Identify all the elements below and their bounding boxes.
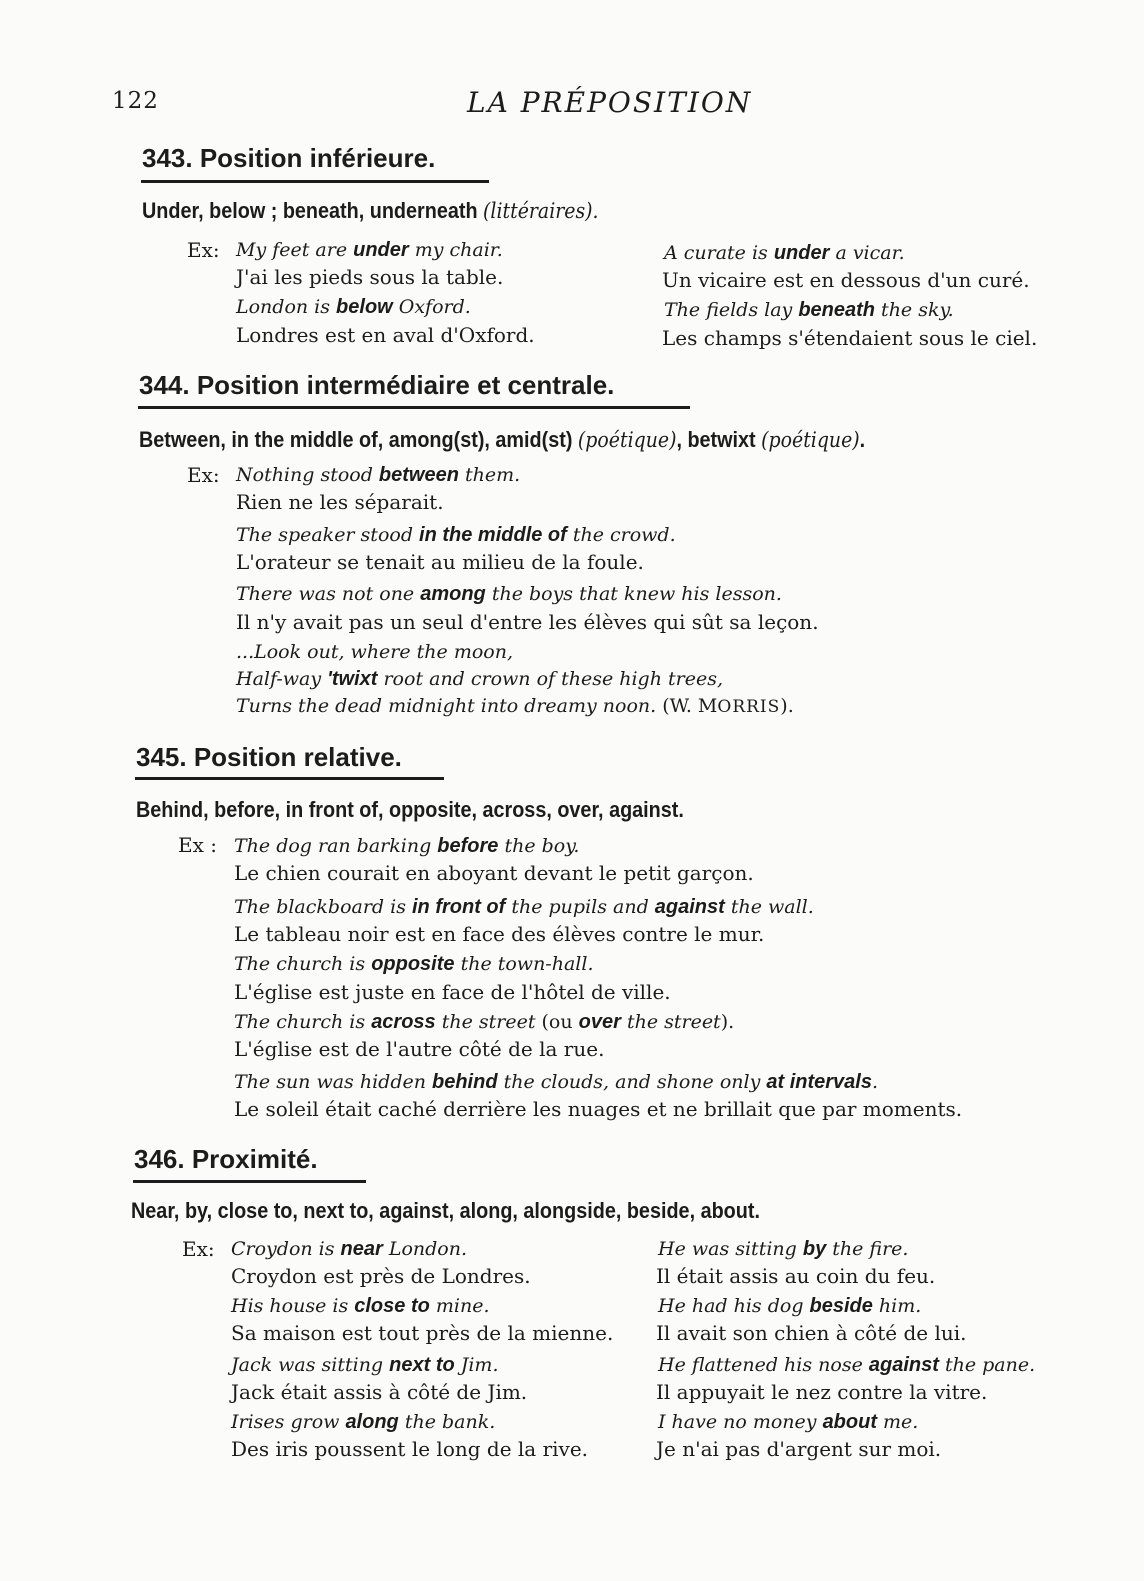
example-en: My feet are under my chair. [236, 239, 503, 261]
example-fr: Je n'ai pas d'argent sur moi. [656, 1437, 942, 1461]
section-343-rule [141, 180, 489, 183]
ex-label: Ex: [187, 238, 220, 262]
example-en: Nothing stood between them. [236, 464, 521, 486]
section-344-rule [138, 406, 690, 409]
example-fr: L'orateur se tenait au milieu de la foule. [236, 550, 644, 574]
example-en: Croydon is near London. [231, 1238, 468, 1260]
example-en: The sun was hidden behind the clouds, and shone only at intervals. [234, 1071, 879, 1093]
page-number: 122 [112, 88, 159, 114]
example-fr: Le chien courait en aboyant devant le petit garçon. [234, 861, 754, 885]
example-fr: Sa maison est tout près de la mienne. [231, 1321, 614, 1345]
example-fr: Il était assis au coin du feu. [656, 1264, 936, 1288]
poem-line: Half-way 'twixt root and crown of these high trees, [236, 668, 723, 690]
example-fr: Un vicaire est en dessous d'un curé. [662, 268, 1030, 292]
example-en: He was sitting by the fire. [658, 1238, 909, 1260]
section-346-rule [133, 1180, 366, 1183]
section-343-title: 343. Position inférieure. [142, 143, 436, 173]
example-en: There was not one among the boys that knew his lesson. [236, 583, 782, 605]
example-en: The church is opposite the town-hall. [234, 953, 594, 975]
example-fr: Londres est en aval d'Oxford. [236, 323, 535, 347]
example-en: The dog ran barking before the boy. [234, 835, 580, 857]
running-title: LA PRÉPOSITION [467, 86, 753, 119]
example-en: A curate is under a vicar. [664, 242, 905, 264]
section-345-rule [135, 777, 444, 780]
ex-label: Ex: [182, 1237, 215, 1261]
example-fr: Il appuyait le nez contre la vitre. [656, 1380, 988, 1404]
poem-line: ...Look out, where the moon, [236, 641, 513, 663]
example-en: The speaker stood in the middle of the crowd. [236, 524, 676, 546]
example-fr: Des iris poussent le long de la rive. [231, 1437, 589, 1461]
example-en: London is below Oxford. [236, 296, 471, 318]
example-fr: Il avait son chien à côté de lui. [656, 1321, 967, 1345]
example-en: He flattened his nose against the pane. [658, 1354, 1036, 1376]
section-344-title: 344. Position intermédiaire et centrale. [139, 370, 615, 400]
example-fr: J'ai les pieds sous la table. [236, 265, 504, 289]
example-fr: Jack était assis à côté de Jim. [231, 1380, 528, 1404]
poem-author: (W. MORRIS). [662, 695, 794, 717]
section-345-title: 345. Position relative. [136, 742, 402, 772]
example-en: He had his dog beside him. [658, 1295, 922, 1317]
section-346-title: 346. Proximité. [134, 1144, 318, 1174]
example-en: Jack was sitting next to Jim. [231, 1354, 499, 1376]
example-en: The blackboard is in front of the pupils and against the wall. [234, 896, 814, 918]
example-fr: Le tableau noir est en face des élèves contre le mur. [234, 922, 765, 946]
example-en: His house is close to mine. [231, 1295, 490, 1317]
example-en: The fields lay beneath the sky. [664, 299, 954, 321]
example-fr: Rien ne les séparait. [236, 490, 444, 514]
poem-line: Turns the dead midnight into dreamy noon. (W. MORRIS). [236, 695, 794, 717]
example-en: I have no money about me. [658, 1411, 919, 1433]
section-344-keywords: Between, in the middle of, among(st), amid(st) (poétique), betwixt (poétique). [139, 427, 866, 452]
example-fr: L'église est de l'autre côté de la rue. [234, 1037, 605, 1061]
section-346-keywords: Near, by, close to, next to, against, along, alongside, beside, about. [131, 1198, 760, 1223]
example-fr: Il n'y avait pas un seul d'entre les élèves qui sût sa leçon. [236, 610, 819, 634]
example-fr: L'église est juste en face de l'hôtel de ville. [234, 980, 671, 1004]
section-343-keywords: Under, below ; beneath, underneath (littéraires). [142, 198, 599, 223]
example-fr: Croydon est près de Londres. [231, 1264, 531, 1288]
example-en: Irises grow along the bank. [231, 1411, 496, 1433]
example-fr: Le soleil était caché derrière les nuages et ne brillait que par moments. [234, 1097, 963, 1121]
ex-label: Ex: [187, 463, 220, 487]
example-fr: Les champs s'étendaient sous le ciel. [662, 326, 1038, 350]
section-345-keywords: Behind, before, in front of, opposite, across, over, against. [136, 797, 684, 822]
example-en: The church is across the street (ou over the street). [234, 1011, 735, 1033]
ex-label: Ex : [178, 833, 217, 857]
